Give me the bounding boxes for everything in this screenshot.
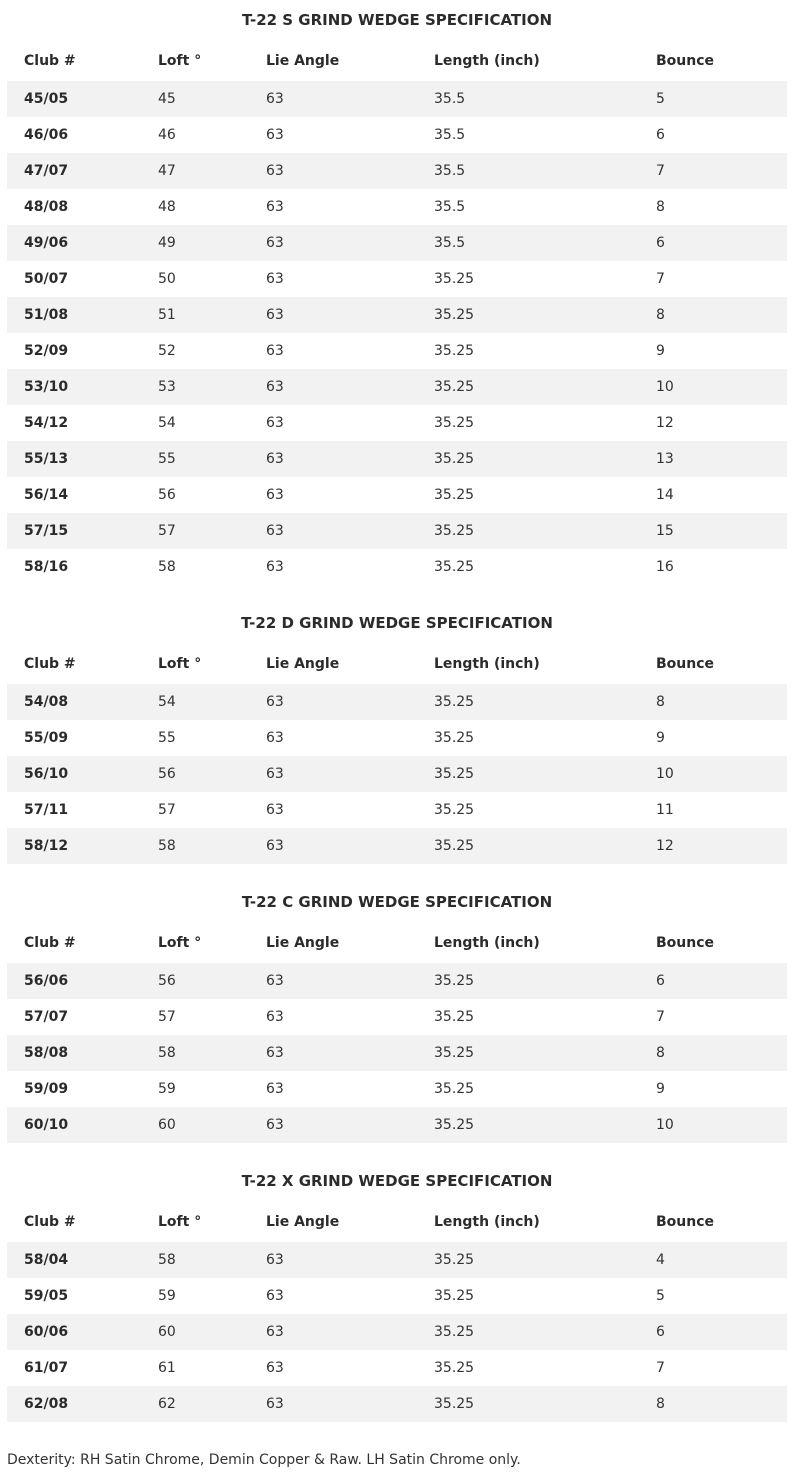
cell-club: 54/12: [24, 415, 69, 431]
cell-length: 35.25: [434, 559, 475, 575]
cell-bounce: 4: [656, 1252, 665, 1268]
cell-length: 35.25: [434, 1396, 475, 1412]
cell-lie-angle: 63: [266, 1324, 284, 1340]
cell-lie-angle: 63: [266, 379, 284, 395]
table-header: [7, 922, 787, 963]
cell-loft: 45: [158, 91, 176, 107]
header-bounce: Bounce: [656, 934, 715, 951]
cell-lie-angle: 63: [266, 523, 284, 539]
table-row: [7, 828, 787, 864]
table-row: [7, 297, 787, 333]
table-row: [7, 477, 787, 513]
cell-length: 35.25: [434, 487, 475, 503]
cell-loft: 54: [158, 415, 176, 431]
cell-club: 47/07: [24, 163, 69, 179]
cell-length: 35.5: [434, 235, 466, 251]
cell-bounce: 6: [656, 973, 665, 989]
cell-length: 35.25: [434, 1324, 475, 1340]
cell-club: 52/09: [24, 343, 69, 359]
cell-length: 35.25: [434, 1009, 475, 1025]
table-row: [7, 441, 787, 477]
cell-loft: 55: [158, 730, 176, 746]
cell-bounce: 15: [656, 523, 674, 539]
cell-loft: 56: [158, 766, 176, 782]
cell-loft: 58: [158, 1252, 176, 1268]
cell-loft: 57: [158, 523, 176, 539]
cell-club: 56/06: [24, 973, 69, 989]
table-header: [7, 643, 787, 684]
cell-bounce: 11: [656, 802, 674, 818]
cell-bounce: 7: [656, 1360, 665, 1376]
cell-club: 57/15: [24, 523, 69, 539]
table-row: [7, 117, 787, 153]
section-title: T-22 C GRIND WEDGE SPECIFICATION: [241, 893, 553, 911]
cell-lie-angle: 63: [266, 1360, 284, 1376]
header-loft: Loft °: [158, 655, 202, 672]
cell-loft: 60: [158, 1117, 176, 1133]
cell-bounce: 9: [656, 343, 665, 359]
table-row: [7, 513, 787, 549]
table-row: [7, 549, 787, 585]
cell-bounce: 16: [656, 559, 674, 575]
cell-loft: 46: [158, 127, 176, 143]
cell-bounce: 12: [656, 415, 674, 431]
cell-loft: 57: [158, 802, 176, 818]
cell-length: 35.25: [434, 802, 475, 818]
cell-loft: 59: [158, 1081, 176, 1097]
header-club: Club #: [24, 655, 76, 672]
cell-length: 35.25: [434, 271, 475, 287]
cell-lie-angle: 63: [266, 973, 284, 989]
cell-lie-angle: 63: [266, 730, 284, 746]
section-title: T-22 S GRIND WEDGE SPECIFICATION: [241, 11, 553, 29]
spec-section: [7, 0, 787, 585]
cell-bounce: 10: [656, 1117, 674, 1133]
cell-lie-angle: 63: [266, 307, 284, 323]
table-row: [7, 963, 787, 999]
cell-loft: 57: [158, 1009, 176, 1025]
cell-club: 56/14: [24, 487, 69, 503]
cell-lie-angle: 63: [266, 1288, 284, 1304]
cell-length: 35.25: [434, 379, 475, 395]
table-row: [7, 261, 787, 297]
cell-lie-angle: 63: [266, 1045, 284, 1061]
cell-club: 61/07: [24, 1360, 69, 1376]
cell-club: 46/06: [24, 127, 69, 143]
cell-loft: 58: [158, 838, 176, 854]
header-loft: Loft °: [158, 1213, 202, 1230]
cell-lie-angle: 63: [266, 694, 284, 710]
cell-club: 48/08: [24, 199, 69, 215]
cell-length: 35.25: [434, 1360, 475, 1376]
cell-club: 51/08: [24, 307, 69, 323]
table-row: [7, 81, 787, 117]
cell-bounce: 10: [656, 766, 674, 782]
cell-loft: 60: [158, 1324, 176, 1340]
cell-lie-angle: 63: [266, 163, 284, 179]
header-length: Length (inch): [434, 1213, 540, 1230]
cell-loft: 62: [158, 1396, 176, 1412]
cell-length: 35.25: [434, 694, 475, 710]
cell-lie-angle: 63: [266, 271, 284, 287]
cell-club: 57/11: [24, 802, 69, 818]
cell-length: 35.25: [434, 1045, 475, 1061]
spec-section: [7, 882, 787, 1143]
cell-length: 35.5: [434, 127, 466, 143]
table-row: [7, 1107, 787, 1143]
cell-length: 35.25: [434, 766, 475, 782]
cell-length: 35.5: [434, 199, 466, 215]
cell-length: 35.5: [434, 91, 466, 107]
dexterity-note: Dexterity: RH Satin Chrome, Demin Copper & Raw. LH Satin Chrome only.: [7, 1452, 521, 1468]
cell-lie-angle: 63: [266, 1009, 284, 1025]
cell-loft: 49: [158, 235, 176, 251]
table-header: [7, 1201, 787, 1242]
table-row: [7, 369, 787, 405]
cell-bounce: 9: [656, 1081, 665, 1097]
cell-bounce: 8: [656, 199, 665, 215]
cell-lie-angle: 63: [266, 1252, 284, 1268]
cell-loft: 56: [158, 487, 176, 503]
section-title: T-22 X GRIND WEDGE SPECIFICATION: [241, 1172, 553, 1190]
table-row: [7, 1314, 787, 1350]
cell-length: 35.25: [434, 973, 475, 989]
cell-loft: 58: [158, 1045, 176, 1061]
cell-lie-angle: 63: [266, 91, 284, 107]
cell-lie-angle: 63: [266, 415, 284, 431]
header-length: Length (inch): [434, 655, 540, 672]
cell-bounce: 7: [656, 1009, 665, 1025]
cell-length: 35.25: [434, 1081, 475, 1097]
cell-length: 35.5: [434, 163, 466, 179]
cell-loft: 52: [158, 343, 176, 359]
cell-length: 35.25: [434, 523, 475, 539]
header-lie-angle: Lie Angle: [266, 655, 340, 672]
cell-club: 57/07: [24, 1009, 69, 1025]
cell-bounce: 6: [656, 1324, 665, 1340]
cell-lie-angle: 63: [266, 766, 284, 782]
header-loft: Loft °: [158, 934, 202, 951]
cell-loft: 56: [158, 973, 176, 989]
table-row: [7, 1071, 787, 1107]
cell-bounce: 10: [656, 379, 674, 395]
cell-loft: 50: [158, 271, 176, 287]
cell-bounce: 14: [656, 487, 674, 503]
table-header: [7, 40, 787, 81]
cell-loft: 54: [158, 694, 176, 710]
header-bounce: Bounce: [656, 655, 715, 672]
cell-club: 45/05: [24, 91, 69, 107]
cell-length: 35.25: [434, 343, 475, 359]
table-row: [7, 684, 787, 720]
cell-club: 50/07: [24, 271, 69, 287]
cell-lie-angle: 63: [266, 802, 284, 818]
table-row: [7, 756, 787, 792]
cell-club: 54/08: [24, 694, 69, 710]
cell-bounce: 9: [656, 730, 665, 746]
cell-lie-angle: 63: [266, 199, 284, 215]
table-row: [7, 792, 787, 828]
table-row: [7, 1278, 787, 1314]
header-club: Club #: [24, 52, 76, 69]
cell-length: 35.25: [434, 307, 475, 323]
header-bounce: Bounce: [656, 52, 715, 69]
cell-bounce: 5: [656, 91, 665, 107]
cell-loft: 58: [158, 559, 176, 575]
spec-section: [7, 1161, 787, 1422]
cell-club: 58/12: [24, 838, 69, 854]
cell-lie-angle: 63: [266, 1117, 284, 1133]
cell-length: 35.25: [434, 1252, 475, 1268]
cell-length: 35.25: [434, 415, 475, 431]
table-row: [7, 720, 787, 756]
header-loft: Loft °: [158, 52, 202, 69]
header-lie-angle: Lie Angle: [266, 52, 340, 69]
table-row: [7, 225, 787, 261]
cell-club: 58/08: [24, 1045, 69, 1061]
cell-club: 58/04: [24, 1252, 69, 1268]
cell-club: 60/06: [24, 1324, 69, 1340]
cell-lie-angle: 63: [266, 559, 284, 575]
spec-section: [7, 603, 787, 864]
cell-lie-angle: 63: [266, 127, 284, 143]
cell-bounce: 5: [656, 1288, 665, 1304]
table-row: [7, 153, 787, 189]
header-club: Club #: [24, 1213, 76, 1230]
cell-bounce: 7: [656, 271, 665, 287]
header-bounce: Bounce: [656, 1213, 715, 1230]
spec-tables: [7, 0, 787, 1422]
header-club: Club #: [24, 934, 76, 951]
cell-length: 35.25: [434, 838, 475, 854]
cell-loft: 53: [158, 379, 176, 395]
cell-bounce: 8: [656, 307, 665, 323]
cell-loft: 55: [158, 451, 176, 467]
header-length: Length (inch): [434, 52, 540, 69]
cell-lie-angle: 63: [266, 1396, 284, 1412]
cell-club: 59/09: [24, 1081, 69, 1097]
cell-length: 35.25: [434, 1117, 475, 1133]
table-row: [7, 999, 787, 1035]
table-row: [7, 1035, 787, 1071]
cell-loft: 47: [158, 163, 176, 179]
table-row: [7, 1242, 787, 1278]
cell-bounce: 12: [656, 838, 674, 854]
cell-loft: 59: [158, 1288, 176, 1304]
cell-loft: 61: [158, 1360, 176, 1376]
cell-loft: 51: [158, 307, 176, 323]
table-row: [7, 189, 787, 225]
cell-bounce: 7: [656, 163, 665, 179]
table-row: [7, 333, 787, 369]
header-length: Length (inch): [434, 934, 540, 951]
cell-lie-angle: 63: [266, 235, 284, 251]
cell-lie-angle: 63: [266, 343, 284, 359]
cell-bounce: 6: [656, 235, 665, 251]
table-row: [7, 405, 787, 441]
cell-club: 53/10: [24, 379, 69, 395]
header-lie-angle: Lie Angle: [266, 934, 340, 951]
cell-length: 35.25: [434, 730, 475, 746]
cell-lie-angle: 63: [266, 838, 284, 854]
cell-length: 35.25: [434, 451, 475, 467]
cell-club: 56/10: [24, 766, 69, 782]
cell-bounce: 8: [656, 694, 665, 710]
cell-length: 35.25: [434, 1288, 475, 1304]
cell-lie-angle: 63: [266, 1081, 284, 1097]
cell-club: 55/09: [24, 730, 69, 746]
cell-club: 59/05: [24, 1288, 69, 1304]
cell-club: 55/13: [24, 451, 69, 467]
cell-lie-angle: 63: [266, 451, 284, 467]
cell-club: 58/16: [24, 559, 69, 575]
table-row: [7, 1386, 787, 1422]
cell-bounce: 13: [656, 451, 674, 467]
cell-lie-angle: 63: [266, 487, 284, 503]
cell-bounce: 8: [656, 1045, 665, 1061]
cell-loft: 48: [158, 199, 176, 215]
cell-club: 62/08: [24, 1396, 69, 1412]
header-lie-angle: Lie Angle: [266, 1213, 340, 1230]
cell-bounce: 8: [656, 1396, 665, 1412]
cell-club: 60/10: [24, 1117, 69, 1133]
table-row: [7, 1350, 787, 1386]
cell-club: 49/06: [24, 235, 69, 251]
cell-bounce: 6: [656, 127, 665, 143]
section-title: T-22 D GRIND WEDGE SPECIFICATION: [241, 614, 553, 632]
